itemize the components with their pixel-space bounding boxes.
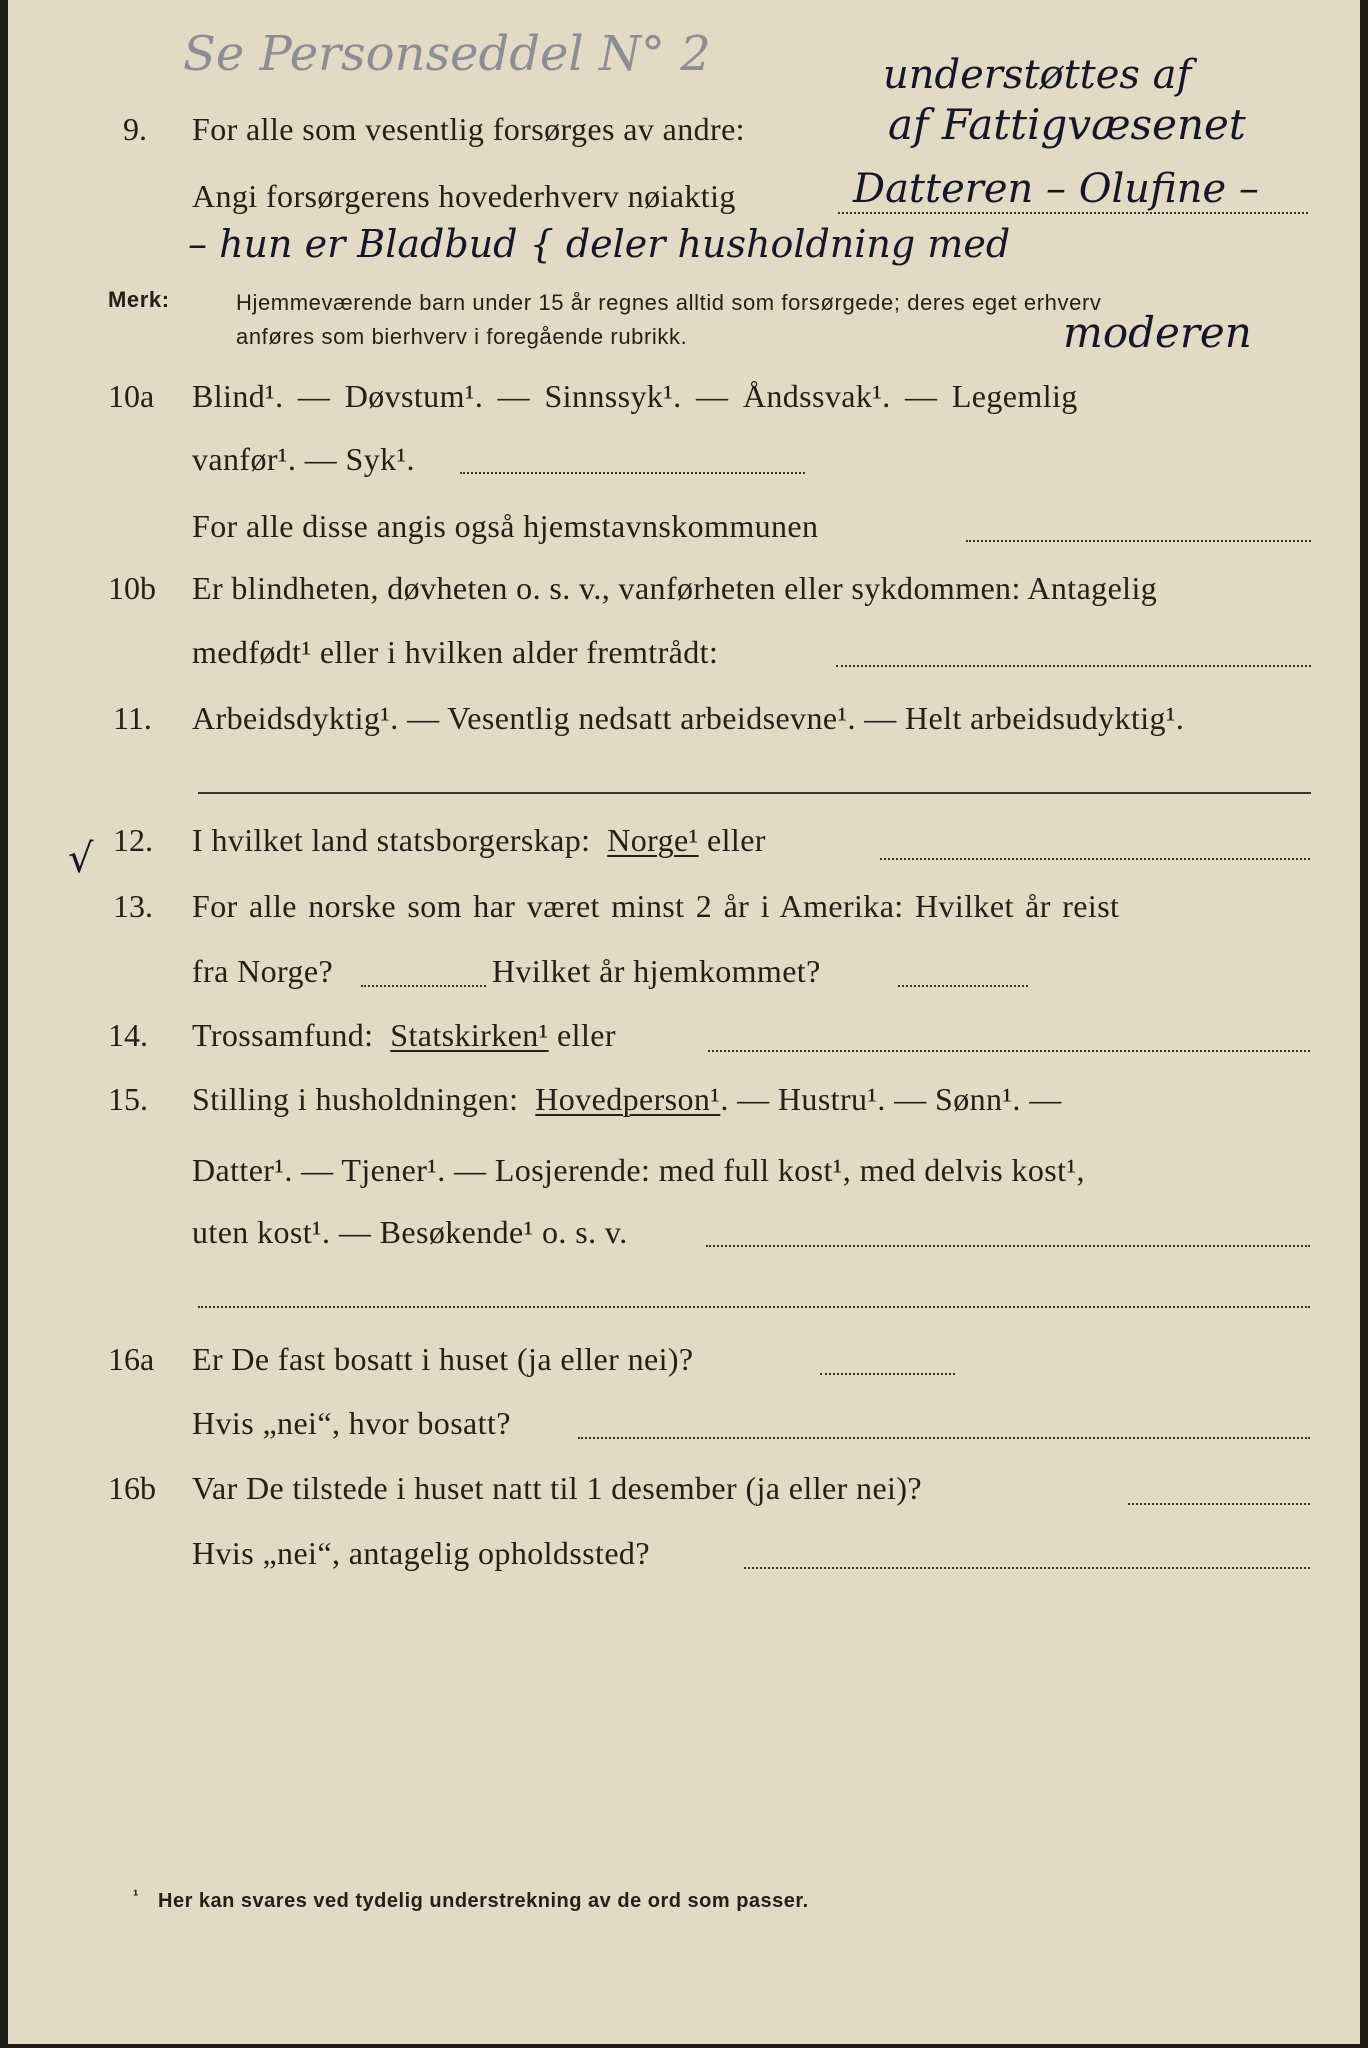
q12-number: 12. — [113, 822, 153, 858]
q16b-opholdssted-line — [744, 1567, 1310, 1569]
q10a-number: 10a — [108, 378, 155, 414]
q12-text — [192, 822, 766, 859]
q13-text-line2a: fra Norge? — [192, 953, 334, 989]
q14-answer-line — [708, 1050, 1310, 1052]
q10a-kommune-line — [966, 540, 1311, 542]
q11-number: 11. — [113, 700, 152, 736]
merk-text-line1: Hjemmeværende barn under 15 år regnes alltid som forsørgede; deres eget erhverv — [236, 290, 1102, 315]
q12-answer-line — [880, 858, 1310, 860]
merk-label: Merk: — [108, 287, 170, 312]
q11-answer-line — [198, 792, 1311, 794]
q10b-text-line1: Er blindheten, døvheten o. s. v., vanførheten eller sykdommen: Antagelig — [192, 570, 1158, 606]
q10a-text-line1: Blind¹. — Døvstum¹. — Sinnssyk¹. — Åndssvak¹. — Legemlig — [192, 378, 1078, 414]
q15-text-line3: uten kost¹. — Besøkende¹ o. s. v. — [192, 1214, 628, 1250]
q10b-number: 10b — [108, 570, 156, 606]
q15-answer-line1 — [706, 1245, 1310, 1247]
q15-number: 15. — [108, 1081, 148, 1117]
pencil-note: Se Personseddel N° 2 — [183, 26, 711, 82]
q9-number: 9. — [123, 111, 147, 147]
q10a-text-line3: For alle disse angis også hjemstavnskommunen — [192, 508, 819, 544]
q15-suffix: . — Hustru¹. — Sønn¹. — — [720, 1081, 1062, 1117]
form-page — [8, 0, 1360, 2044]
q9-answer-line — [838, 212, 1308, 214]
footnote-text: Her kan svares ved tydelig understrekning av de ord som passer. — [158, 1890, 809, 1912]
q12-suffix: eller — [707, 822, 766, 858]
q9-text-line2: Angi forsørgerens hovederhverv nøiaktig — [192, 178, 736, 214]
q15-text-line1 — [192, 1081, 1062, 1118]
q14-suffix: eller — [557, 1017, 616, 1053]
q16a-text-line1: Er De fast bosatt i huset (ja eller nei)? — [192, 1341, 694, 1377]
handwritten-q9-line3: Datteren – Olufine – — [853, 166, 1259, 212]
merk-text-line2: anføres som bierhverv i foregående rubrikk. — [236, 324, 688, 349]
q12-prefix: I hvilket land statsborgerskap: — [192, 822, 591, 858]
q16b-text-line1: Var De tilstede i huset natt til 1 desember (ja eller nei)? — [192, 1470, 923, 1506]
q11-text-line1: Arbeidsdyktig¹. — Vesentlig nedsatt arbeidsevne¹. — Helt arbeidsudyktig¹. — [192, 700, 1185, 736]
q16b-text-line2: Hvis „nei“, antagelig opholdssted? — [192, 1535, 650, 1571]
handwritten-q9-line5: moderen — [1063, 308, 1252, 357]
q13-text-line2b: Hvilket år hjemkommet? — [492, 953, 821, 989]
q10b-text-line2: medfødt¹ eller i hvilken alder fremtrådt: — [192, 634, 719, 670]
q15-answer-line2 — [198, 1306, 1310, 1308]
q15-hovedperson-underlined: Hovedperson¹ — [535, 1081, 721, 1117]
q16a-bosatt-line — [578, 1437, 1310, 1439]
q12-norge-underlined: Norge¹ — [607, 822, 699, 858]
q16a-text-line2: Hvis „nei“, hvor bosatt? — [192, 1405, 511, 1441]
q9-text-line1: For alle som vesentlig forsørges av andre: — [192, 111, 745, 147]
handwritten-q9-line1: understøttes af — [883, 52, 1192, 98]
q14-number: 14. — [108, 1017, 148, 1053]
q13-text-line1: For alle norske som har været minst 2 år i Amerika: Hvilket år reist — [192, 888, 1120, 924]
q13-number: 13. — [113, 888, 153, 924]
q14-text — [192, 1017, 616, 1054]
q10b-answer-line — [836, 665, 1311, 667]
check-mark: √ — [68, 836, 94, 882]
q14-statskirken-underlined: Statskirken¹ — [390, 1017, 549, 1053]
footnote-mark: ¹ — [133, 1888, 139, 1905]
handwritten-q9-line4: – hun er Bladbud { deler husholdning med — [188, 222, 1011, 266]
q13-reist-line — [361, 985, 486, 987]
q16a-number: 16a — [108, 1341, 155, 1377]
handwritten-q9-line2: af Fattigvæsenet — [888, 100, 1246, 149]
q16b-number: 16b — [108, 1470, 156, 1506]
q10a-text-line2: vanfør¹. — Syk¹. — [192, 441, 415, 477]
q14-prefix: Trossamfund: — [192, 1017, 374, 1053]
q16a-answer-line — [820, 1373, 955, 1375]
q10a-syk-line — [460, 472, 805, 474]
q15-text-line2: Datter¹. — Tjener¹. — Losjerende: med full kost¹, med delvis kost¹, — [192, 1152, 1085, 1188]
q15-prefix: Stilling i husholdningen: — [192, 1081, 519, 1117]
q16b-answer-line — [1128, 1503, 1310, 1505]
q13-hjemkommet-line — [898, 985, 1028, 987]
